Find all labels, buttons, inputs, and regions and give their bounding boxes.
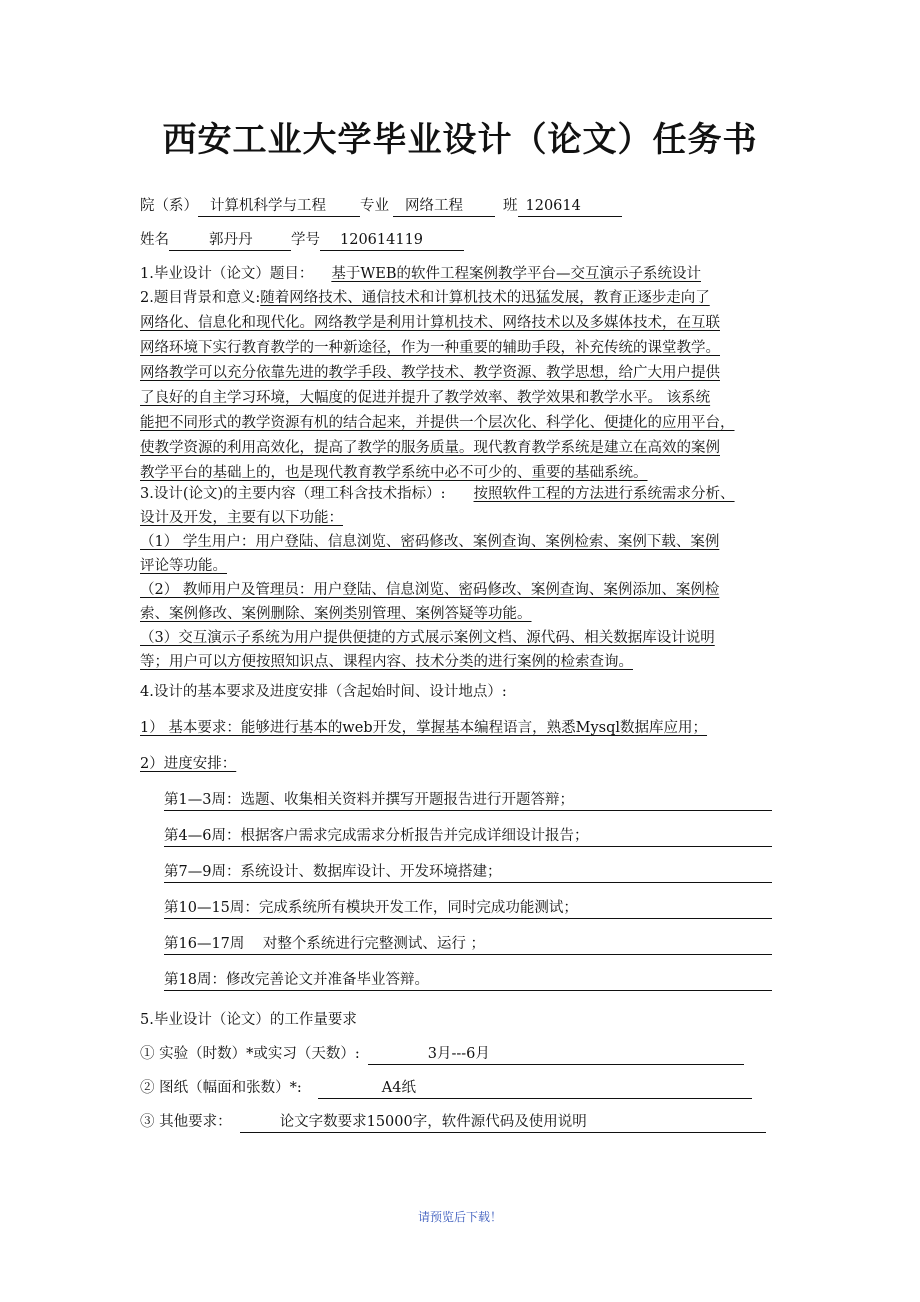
section-2-row-0 [140,288,710,308]
section-1-label: 1.毕业设计（论文）题目： [140,266,314,282]
section-2-text: 能把不同形式的教学资源有机的结合起来，并提供一个层次化、科学化、便捷化的应用平台， [140,415,735,431]
schedule-item: 第7—9周：系统设计、数据库设计、开发环境搭建； [164,862,772,883]
section-2-text: 网络环境下实行教育教学的一种新途径，作为一种重要的辅助手段，补充传统的课堂教学。 [140,340,720,356]
workload-value: 3月---6月 [368,1045,744,1065]
id-label: 学号 [291,232,320,248]
workload-label: ② 图纸（幅面和张数）*: [140,1080,302,1096]
info-row-dept [140,196,622,217]
section-2-text: 使教学资源的利用高效化，提高了教学的服务质量。现代教育教学系统是建立在高效的案例 [140,440,720,456]
name-label: 姓名 [140,232,169,248]
section-3-text: （1） 学生用户：用户登陆、信息浏览、密码修改、案例查询、案例检索、案例下载、案例 [140,534,720,550]
dept-value: 计算机科学与工程 [198,197,360,217]
name-value: 郭丹丹 [169,231,291,251]
page-title: 西安工业大学毕业设计（论文）任务书 [162,120,758,160]
section-2-text: 网络教学可以充分依靠先进的教学手段、教学技术、教学资源、教学思想，给广大用户提供 [140,365,720,381]
workload-value: 论文字数要求15000字，软件源代码及使用说明 [240,1113,766,1133]
schedule-item: 第10—15周：完成系统所有模块开发工作，同时完成功能测试； [164,898,772,919]
section-3-row-0 [140,484,735,504]
major-value: 网络工程 [393,197,495,217]
schedule-item: 第16—17周 对整个系统进行完整测试、运行 ； [164,934,772,955]
section-3-text: （3）交互演示子系统为用户提供便捷的方式展示案例文档、源代码、相关数据库设计说明 [140,630,715,646]
section-3-label: 3.设计(论文)的主要内容（理工科含技术指标）: [140,486,446,502]
section-2-text: 教学平台的基础上的，也是现代教育教学系统中必不可少的、重要的基础系统。 [140,465,648,481]
section-3-text: 索、案例修改、案例删除、案例类别管理、案例答疑等功能。 [140,606,532,622]
workload-label: ③ 其他要求： [140,1114,232,1130]
section-1-title-row [140,264,701,284]
workload-item-drawings [140,1078,752,1099]
id-value: 120614119 [320,231,464,251]
section-1-value: 基于WEB的软件工程案例教学平台—交互演示子系统设计 [331,266,701,282]
section-5-label: 5.毕业设计（论文）的工作量要求 [140,1012,357,1028]
workload-item-other [140,1112,766,1133]
workload-value: A4纸 [318,1079,752,1099]
section-2-text: 网络化、信息化和现代化。网络教学是利用计算机技术、网络技术以及多媒体技术，在互联 [140,315,720,331]
class-label: 班 [503,198,518,214]
section-2-text: 了良好的自主学习环境，大幅度的促进并提升了教学效率、教学效果和教学水平。 该系统 [140,390,711,406]
class-value: 120614 [518,197,622,217]
section-2-text: 随着网络技术、通信技术和计算机技术的迅猛发展，教育正逐步走向了 [260,290,710,306]
schedule-item: 第1—3周：选题、收集相关资料并撰写开题报告进行开题答辩； [164,790,772,811]
section-3-text: 设计及开发，主要有以下功能： [140,510,343,526]
schedule-item: 第4—6周：根据客户需求完成需求分析报告并完成详细设计报告； [164,826,772,847]
workload-label: ① 实验（时数）*或实习（天数）: [140,1046,360,1062]
major-label: 专业 [360,198,389,214]
schedule-item: 第18周：修改完善论文并准备毕业答辩。 [164,970,772,991]
section-4-label: 4.设计的基本要求及进度安排（含起始时间、设计地点）: [140,684,507,700]
section-4-requirement: 1） 基本要求：能够进行基本的web开发，掌握基本编程语言，熟悉Mysql数据库应用； [140,720,708,736]
dept-label: 院（系） [140,198,198,214]
footer-note: 请预览后下载！ [417,1210,502,1224]
section-4-schedule-label: 2）进度安排： [140,756,237,772]
section-3-text: 评论等功能。 [140,558,227,574]
section-2-label: 2.题目背景和意义: [140,290,261,306]
section-3-text: 按照软件工程的方法进行系统需求分析、 [473,486,735,502]
info-row-name [140,230,464,251]
section-3-text: 等；用户可以方便按照知识点、课程内容、技术分类的进行案例的检索查询。 [140,654,633,670]
section-3-text: （2） 教师用户及管理员：用户登陆、信息浏览、密码修改、案例查询、案例添加、案例检 [140,582,720,598]
workload-item-experiment [140,1044,744,1065]
